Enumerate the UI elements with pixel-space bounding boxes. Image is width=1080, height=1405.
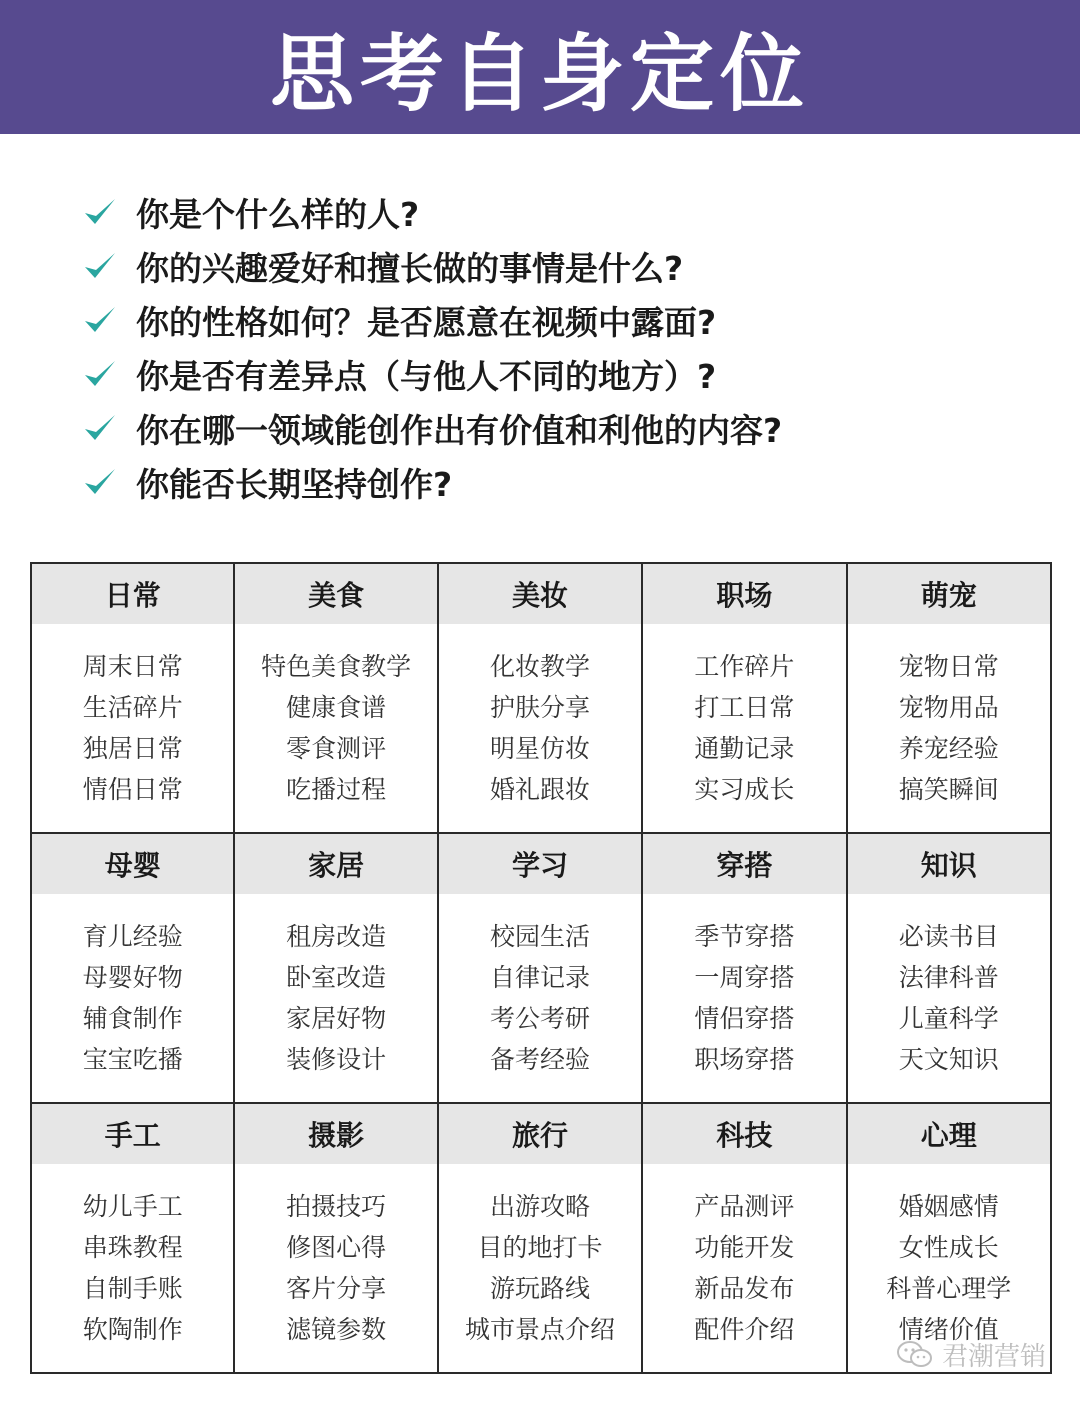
category-item: 配件介绍 <box>694 1315 795 1344</box>
category-items <box>643 894 845 1080</box>
category-item: 客片分享 <box>286 1274 387 1303</box>
category-item: 自制手账 <box>82 1274 183 1303</box>
category-item: 情侣穿搭 <box>694 1004 795 1033</box>
category-title: 美妆 <box>439 564 641 624</box>
category-item: 吃播过程 <box>286 775 387 804</box>
category-item: 备考经验 <box>490 1045 591 1074</box>
category-title: 穿搭 <box>643 834 845 894</box>
check-icon <box>82 248 118 284</box>
category-item: 考公考研 <box>490 1004 591 1033</box>
category-items <box>235 894 436 1080</box>
category-title: 母婴 <box>32 834 233 894</box>
category-cell <box>848 834 1052 1104</box>
category-item: 职场穿搭 <box>694 1045 795 1074</box>
category-item: 宠物日常 <box>898 652 999 681</box>
category-item: 修图心得 <box>286 1233 387 1262</box>
question-item <box>82 347 1042 401</box>
category-item: 零食测评 <box>286 734 387 763</box>
category-item: 化妆教学 <box>490 652 591 681</box>
category-item: 拍摄技巧 <box>286 1192 387 1221</box>
category-title: 心理 <box>848 1104 1050 1164</box>
category-item: 工作碎片 <box>694 652 795 681</box>
category-row <box>32 834 1052 1104</box>
category-item: 必读书目 <box>898 922 999 951</box>
question-text: 你的性格如何？是否愿意在视频中露面? <box>136 302 717 342</box>
category-item: 宠物用品 <box>898 693 999 722</box>
category-item: 独居日常 <box>82 734 183 763</box>
category-items <box>32 894 233 1080</box>
check-icon <box>82 194 118 230</box>
category-item: 周末日常 <box>82 652 183 681</box>
category-cell <box>439 564 643 834</box>
category-row <box>32 1104 1052 1374</box>
category-title: 知识 <box>848 834 1050 894</box>
category-item: 软陶制作 <box>82 1315 183 1344</box>
category-item: 明星仿妆 <box>490 734 591 763</box>
category-item: 滤镜参数 <box>286 1315 387 1344</box>
category-item: 儿童科学 <box>898 1004 999 1033</box>
category-item: 卧室改造 <box>286 963 387 992</box>
category-item: 宝宝吃播 <box>82 1045 183 1074</box>
category-items <box>32 624 233 810</box>
category-item: 特色美食教学 <box>261 652 412 681</box>
category-item: 一周穿搭 <box>694 963 795 992</box>
category-title: 学习 <box>439 834 641 894</box>
category-item: 女性成长 <box>898 1233 999 1262</box>
question-text: 你的兴趣爱好和擅长做的事情是什么? <box>136 248 684 288</box>
category-items <box>643 1164 845 1350</box>
category-items <box>643 624 845 810</box>
category-item: 装修设计 <box>286 1045 387 1074</box>
category-item: 搞笑瞬间 <box>898 775 999 804</box>
check-icon <box>82 302 118 338</box>
wechat-icon <box>896 1340 934 1370</box>
watermark-text: 君潮营销 <box>941 1342 1046 1372</box>
category-cell <box>235 1104 438 1374</box>
category-item: 打工日常 <box>694 693 795 722</box>
category-item: 育儿经验 <box>82 922 183 951</box>
category-item: 租房改造 <box>286 922 387 951</box>
category-title: 手工 <box>32 1104 233 1164</box>
category-item: 母婴好物 <box>82 963 183 992</box>
category-item: 产品测评 <box>694 1192 795 1221</box>
category-items <box>235 624 436 810</box>
check-icon <box>82 464 118 500</box>
question-item <box>82 185 1042 239</box>
category-item: 家居好物 <box>286 1004 387 1033</box>
category-item: 健康食谱 <box>286 693 387 722</box>
question-text: 你在哪一领域能创作出有价值和利他的内容? <box>136 410 783 450</box>
category-item: 自律记录 <box>490 963 591 992</box>
category-grid <box>30 562 1052 1374</box>
category-item: 天文知识 <box>898 1045 999 1074</box>
category-title: 科技 <box>643 1104 845 1164</box>
category-items <box>439 1164 641 1350</box>
watermark <box>896 1336 1046 1373</box>
category-cell <box>32 834 235 1104</box>
category-items <box>439 894 641 1080</box>
question-item <box>82 239 1042 293</box>
title-banner <box>0 0 1080 134</box>
category-items <box>848 894 1050 1080</box>
category-item: 幼儿手工 <box>82 1192 183 1221</box>
category-item: 游玩路线 <box>490 1274 591 1303</box>
category-title: 美食 <box>235 564 436 624</box>
category-item: 通勤记录 <box>694 734 795 763</box>
category-item: 季节穿搭 <box>694 922 795 951</box>
question-list <box>82 185 1042 509</box>
category-title: 家居 <box>235 834 436 894</box>
category-item: 实习成长 <box>694 775 795 804</box>
category-items <box>32 1164 233 1350</box>
question-text: 你能否长期坚持创作? <box>136 464 453 504</box>
category-item: 养宠经验 <box>898 734 999 763</box>
category-item: 情侣日常 <box>82 775 183 804</box>
category-item: 生活碎片 <box>82 693 183 722</box>
category-title: 摄影 <box>235 1104 436 1164</box>
category-items <box>848 624 1050 810</box>
category-item: 功能开发 <box>694 1233 795 1262</box>
category-item: 护肤分享 <box>490 693 591 722</box>
category-item: 辅食制作 <box>82 1004 183 1033</box>
category-cell <box>643 564 847 834</box>
category-cell <box>439 834 643 1104</box>
question-text: 你是个什么样的人? <box>136 194 420 234</box>
category-cell <box>235 564 438 834</box>
category-item: 新品发布 <box>694 1274 795 1303</box>
category-item: 串珠教程 <box>82 1233 183 1262</box>
category-items <box>848 1164 1050 1350</box>
category-item: 城市景点介绍 <box>465 1315 616 1344</box>
question-item <box>82 401 1042 455</box>
category-item: 婚礼跟妆 <box>490 775 591 804</box>
category-cell <box>848 564 1052 834</box>
category-cell <box>32 1104 235 1374</box>
question-item <box>82 293 1042 347</box>
category-item: 校园生活 <box>490 922 591 951</box>
category-items <box>235 1164 436 1350</box>
category-title: 日常 <box>32 564 233 624</box>
category-item: 婚姻感情 <box>898 1192 999 1221</box>
check-icon <box>82 410 118 446</box>
category-item: 目的地打卡 <box>477 1233 603 1262</box>
category-item: 出游攻略 <box>490 1192 591 1221</box>
category-item: 科普心理学 <box>886 1274 1012 1303</box>
category-title: 职场 <box>643 564 845 624</box>
category-row <box>32 564 1052 834</box>
category-cell <box>32 564 235 834</box>
page-title: 思考自身定位 <box>269 24 810 123</box>
category-cell <box>439 1104 643 1374</box>
question-item <box>82 455 1042 509</box>
question-text: 你是否有差异点（与他人不同的地方）? <box>136 356 717 396</box>
check-icon <box>82 356 118 392</box>
category-cell <box>643 834 847 1104</box>
category-items <box>439 624 641 810</box>
category-title: 萌宠 <box>848 564 1050 624</box>
category-cell <box>848 1104 1052 1374</box>
category-title: 旅行 <box>439 1104 641 1164</box>
category-item: 情绪价值 <box>898 1315 999 1344</box>
category-item: 法律科普 <box>898 963 999 992</box>
category-cell <box>643 1104 847 1374</box>
category-cell <box>235 834 438 1104</box>
